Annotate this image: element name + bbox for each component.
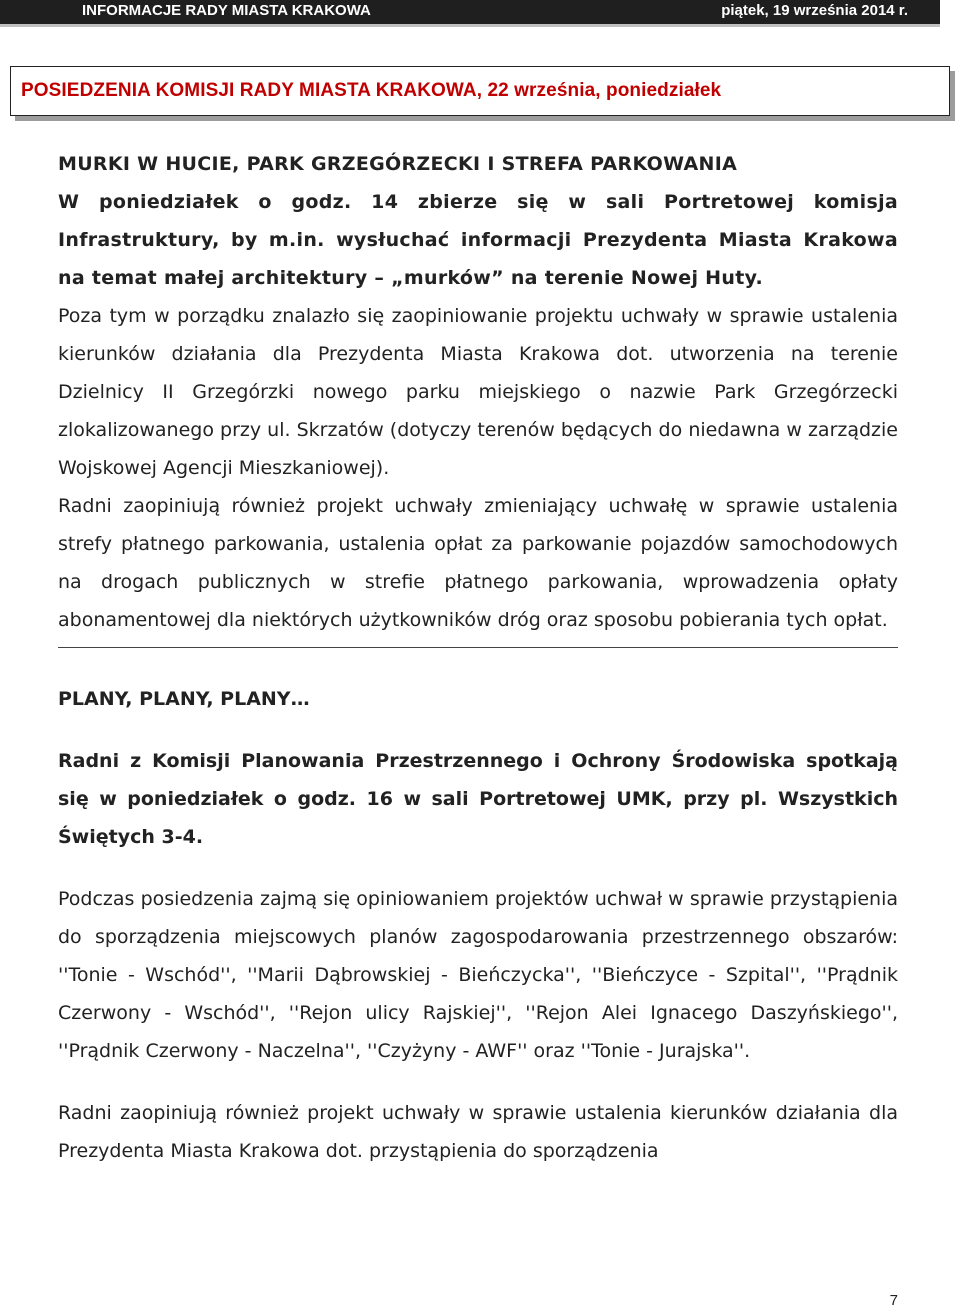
section-heading-murki: MURKI W HUCIE, PARK GRZEGÓRZECKI I STREFA PARKOWANIA	[58, 153, 738, 175]
header-title: INFORMACJE RADY MIASTA KRAKOWA	[82, 2, 371, 19]
paragraph-kierunki: Radni zaopiniują również projekt uchwały w sprawie ustalenia kierunków działania dla Prezydenta Miasta Krakowa dot. przystąpienia do sporządzenia	[58, 1102, 898, 1162]
page-number: 7	[889, 1292, 898, 1309]
article-body	[58, 145, 898, 1170]
paragraph-parkowanie: Radni zaopiniują również projekt uchwały zmieniający uchwałę w sprawie ustalenia strefy płatnego parkowania, ustalenia opłat za parkowanie pojazdów samochodowych na drogach publicznych w strefie płatnego parkowania, wprowadzenia opłaty abonamentowej dla niektórych użytkowników dróg oraz sposobu pobierania tych opłat.	[58, 495, 898, 631]
newsletter-header	[0, 0, 940, 27]
paragraph-plany: Podczas posiedzenia zajmą się opiniowaniem projektów uchwał w sprawie przystąpienia do sporządzenia miejscowych planów zagospodarowania przestrzennego obszarów: ''Tonie - Wschód'', ''Marii Dąbrowskiej - Bieńczycka'', ''Bieńczyce - Szpital'', ''Prądnik Czerwony - Wschód'', ''Rejon ulicy Rajskiej'', ''Rejon Alei Ignacego Daszyńskiego'', ''Prądnik Czerwony - Naczelna'', ''Czyżyny - AWF'' oraz ''Tonie - Jurajska''.	[58, 888, 898, 1062]
section-heading-plany: PLANY, PLANY, PLANY…	[58, 688, 310, 710]
section-divider	[58, 647, 898, 648]
section-lead-planowanie: Radni z Komisji Planowania Przestrzennego i Ochrony Środowiska spotkają się w poniedziałek o godz. 16 w sali Portretowej UMK, przy pl. Wszystkich Świętych 3-4.	[58, 750, 898, 848]
section-lead-infrastruktura: W poniedziałek o godz. 14 zbierze się w sali Portretowej komisja Infrastruktury, by m.in. wysłuchać informacji Prezydenta Miasta Krakowa na temat małej architektury – „murków” na terenie Nowej Huty.	[58, 191, 898, 289]
section-banner: POSIEDZENIA KOMISJI RADY MIASTA KRAKOWA, 22 września, poniedziałek	[10, 66, 950, 116]
paragraph-park: Poza tym w porządku znalazło się zaopiniowanie projektu uchwały w sprawie ustalenia kierunków działania dla Prezydenta Miasta Krakowa dot. utworzenia na terenie Dzielnicy II Grzegórzki nowego parku miejskiego o nazwie Park Grzegórzecki zlokalizowanego przy ul. Skrzatów (dotyczy terenów będących do niedawna w zarządzie Wojskowej Agencji Mieszkaniowej).	[58, 305, 898, 479]
header-date: piątek, 19 września 2014 r.	[721, 2, 908, 19]
